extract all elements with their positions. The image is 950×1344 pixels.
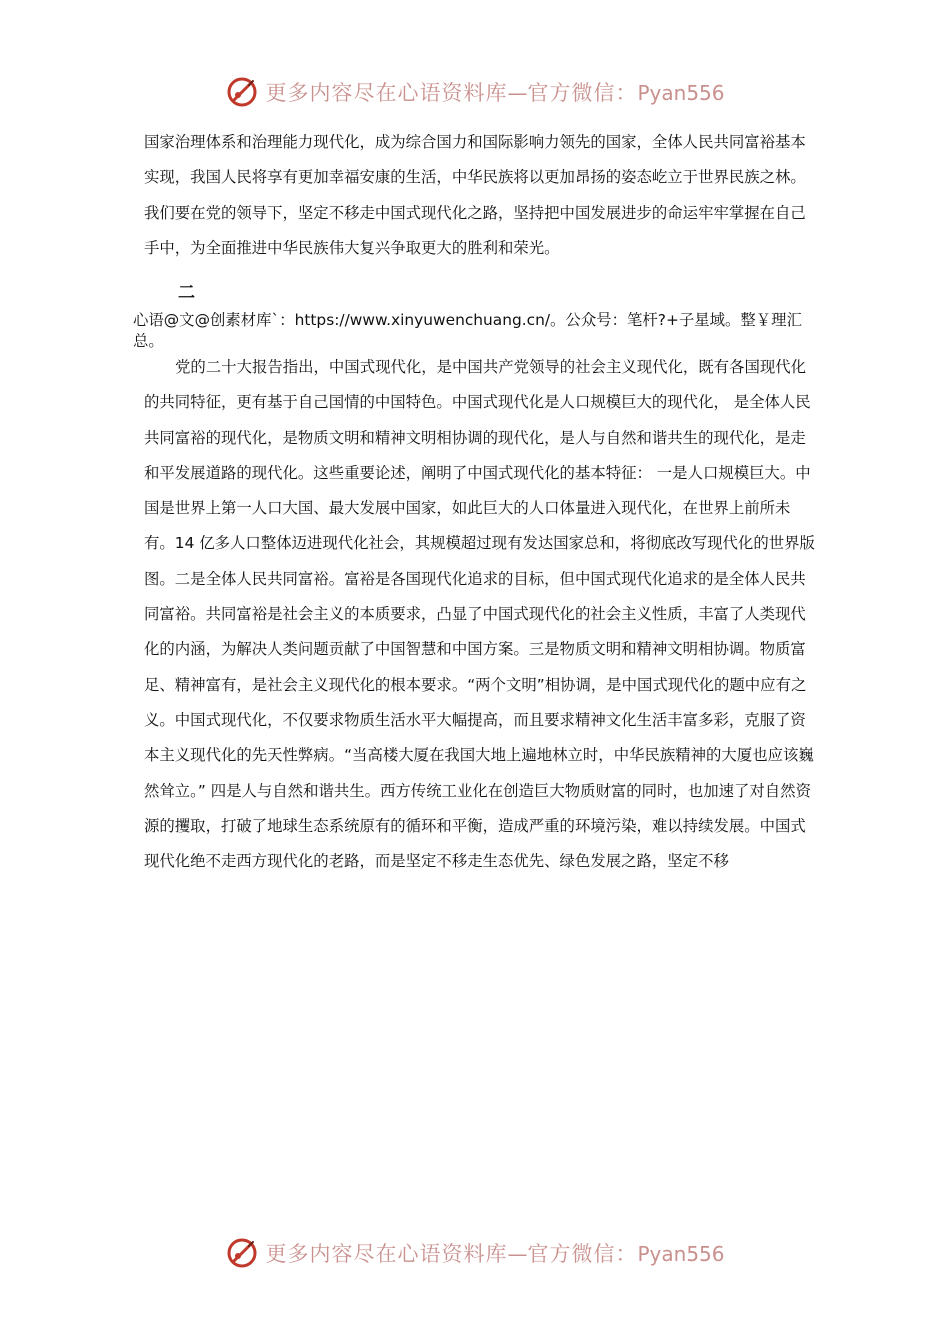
banner-dash: —	[507, 81, 528, 105]
footer-banner-text	[265, 1238, 724, 1268]
header-banner-text	[265, 77, 724, 107]
banner-dash: —	[507, 1242, 528, 1266]
section-heading: 二	[178, 283, 195, 303]
banner-contact-label: 官方微信：	[527, 1242, 638, 1266]
banner-title: 更多内容尽在心语资料库	[265, 81, 508, 105]
banner-contact-value: Pyan556	[637, 81, 725, 105]
banner-contact-value: Pyan556	[637, 1242, 725, 1266]
paragraph-main: 党的二十大报告指出，中国式现代化，是中国共产党领导的社会主义现代化，既有各国现代化的共同特征，更有基于自己国情的中国特色。中国式现代化是人口规模巨大的现代化， 是全体人民共同富裕的现代化，是物质文明和精神文明相协调的现代化，是人与自然和谐共生的现代化，是走和平发展道路的现代化。这些重要论述，阐明了中国式现代化的基本特征： 一是人口规模巨大。中国是世界上第一人口大国、最大发展中国家，如此巨大的人口体量进入现代化，在世界上前所未有。14 亿多人口整体迈进现代化社会，其规模超过现有发达国家总和，将彻底改写现代化的世界版图。二是全体人民共同富裕。富裕是各国现代化追求的目标，但中国式现代化追求的是全体人民共同富裕。共同富裕是社会主义的本质要求，凸显了中国式现代化的社会主义性质，丰富了人类现代化的内涵，为解决人类问题贡献了中国智慧和中国方案。三是物质文明和精神文明相协调。物质富足、精神富有，是社会主义现代化的根本要求。“两个文明”相协调，是中国式现代化的题中应有之义。中国式现代化，不仅要求物质生活水平大幅提高，而且要求精神文化生活丰富多彩，克服了资本主义现代化的先天性弊病。“当高楼大厦在我国大地上遍地林立时，中华民族精神的大厦也应该巍然耸立。” 四是人与自然和谐共生。西方传统工业化在创造巨大物质财富的同时，也加速了对自然资源的攫取，打破了地球生态系统原有的循环和平衡，造成严重的环境污染，难以持续发展。中国式现代化绝不走西方现代化的老路，而是坚定不移走生态优先、绿色发展之路，坚定不移	[144, 358, 815, 871]
seal-logo-icon	[225, 75, 259, 109]
banner-contact-label: 官方微信：	[527, 81, 638, 105]
seal-logo-icon	[225, 1236, 259, 1270]
source-note: 心语@文@创素材库`：https://www.xinyuwenchuang.cn/。公众号：笔杆?+子星域。整￥理汇总。	[133, 311, 802, 350]
footer-banner	[0, 1233, 950, 1273]
header-banner	[0, 72, 950, 112]
paragraph-continued: 国家治理体系和治理能力现代化，成为综合国力和国际影响力领先的国家，全体人民共同富裕基本实现，我国人民将享有更加幸福安康的生活，中华民族将以更加昂扬的姿态屹立于世界民族之林。我们要在党的领导下，坚定不移走中国式现代化之路，坚持把中国发展进步的命运牢牢掌握在自己手中，为全面推进中华民族伟大复兴争取更大的胜利和荣光。	[144, 133, 806, 257]
banner-title: 更多内容尽在心语资料库	[265, 1242, 508, 1266]
